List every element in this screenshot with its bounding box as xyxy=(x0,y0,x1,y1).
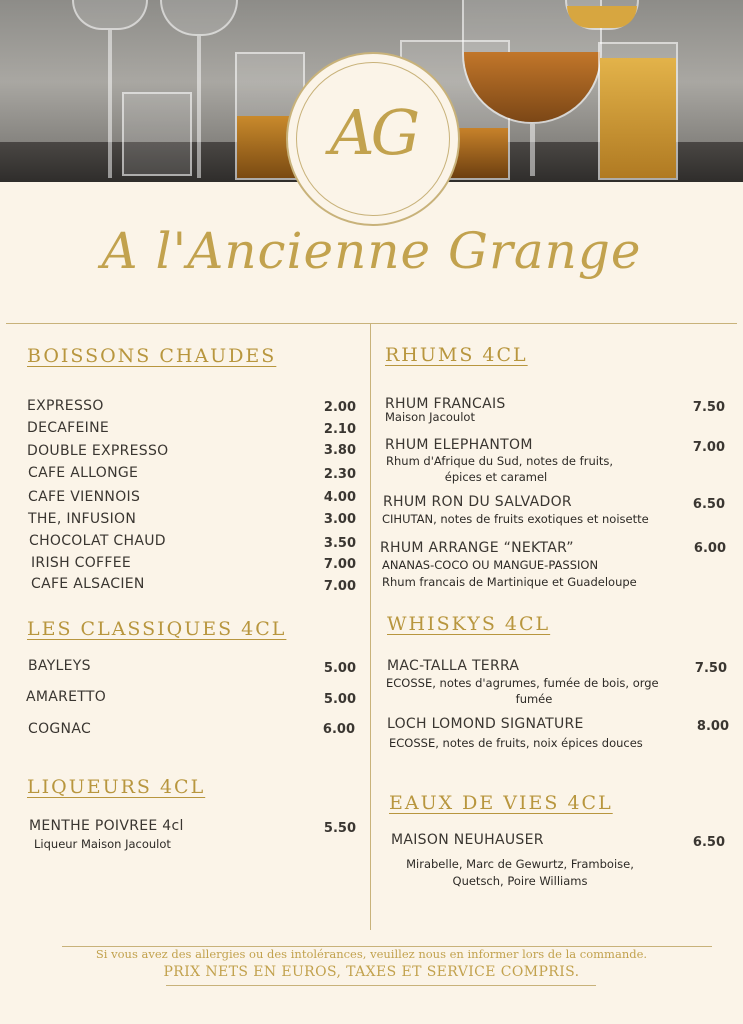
menu-item-description: Liqueur Maison Jacoulot xyxy=(34,837,171,851)
menu-item-price: 6.50 xyxy=(692,835,725,850)
menu-item-price: 2.00 xyxy=(323,400,356,415)
price-notice: PRIX NETS EN EUROS, TAXES ET SERVICE COMPRIS. xyxy=(163,964,580,980)
menu-item-name: CAFE ALLONGE xyxy=(28,465,139,481)
menu-item-name: CAFE ALSACIEN xyxy=(31,576,145,592)
wine-glass-image xyxy=(160,0,238,36)
menu-item-name: EXPRESSO xyxy=(27,398,104,414)
menu-item-name: IRISH COFFEE xyxy=(31,555,132,571)
menu-item-name: DECAFEINE xyxy=(27,420,110,436)
section-title-rhums: RHUMS 4CL xyxy=(385,344,528,366)
menu-item-description: ANANAS-COCO OU MANGUE-PASSION xyxy=(382,558,599,572)
menu-item-name: COGNAC xyxy=(28,721,92,737)
menu-item-price: 7.00 xyxy=(692,440,725,455)
menu-item-name: RHUM ELEPHANTOM xyxy=(385,437,533,453)
section-title-boissons-chaudes: BOISSONS CHAUDES xyxy=(27,345,277,367)
menu-item-name: RHUM RON DU SALVADOR xyxy=(383,494,572,510)
section-title-whiskys: WHISKYS 4CL xyxy=(387,613,551,635)
menu-item-name: CHOCOLAT CHAUD xyxy=(29,533,166,549)
menu-item-price: 2.30 xyxy=(323,467,356,482)
menu-item-description: Maison Jacoulot xyxy=(385,410,475,424)
top-divider xyxy=(6,323,737,324)
menu-item-price: 7.00 xyxy=(323,557,356,572)
footer-divider xyxy=(166,985,596,986)
menu-item-name: BAYLEYS xyxy=(28,658,91,674)
menu-item-name: DOUBLE EXPRESSO xyxy=(27,443,169,459)
menu-item-name: CAFE VIENNOIS xyxy=(28,489,141,505)
menu-item-description: Mirabelle, Marc de Gewurtz, Framboise, xyxy=(406,857,634,871)
menu-item-description: épices et caramel xyxy=(444,470,548,484)
menu-item-price: 6.00 xyxy=(693,541,726,556)
menu-item-description: Quetsch, Poire Williams xyxy=(452,874,588,888)
menu-item-name: AMARETTO xyxy=(26,689,107,705)
menu-item-description: Rhum d'Afrique du Sud, notes de fruits, xyxy=(386,454,614,468)
menu-item-price: 7.50 xyxy=(692,400,725,415)
wine-glass-stem-image xyxy=(108,30,112,178)
menu-item-price: 7.50 xyxy=(694,661,727,676)
menu-item-price: 2.10 xyxy=(323,422,356,437)
menu-item-price: 4.00 xyxy=(323,490,356,505)
menu-item-name: MAISON NEUHAUSER xyxy=(391,832,544,848)
menu-item-name: RHUM ARRANGE “NEKTAR” xyxy=(380,540,574,556)
menu-item-price: 5.50 xyxy=(323,821,356,836)
menu-item-name: MENTHE POIVREE 4cl xyxy=(29,818,184,834)
logo-monogram: AG xyxy=(329,96,417,169)
menu-item-price: 5.00 xyxy=(323,661,356,676)
menu-item-description: ECOSSE, notes d'agrumes, fumée de bois, orge xyxy=(386,676,659,690)
menu-item-name: THE, INFUSION xyxy=(28,511,137,527)
section-title-liqueurs: LIQUEURS 4CL xyxy=(27,776,206,798)
menu-item-price: 3.00 xyxy=(323,512,356,527)
section-title-les-classiques: LES CLASSIQUES 4CL xyxy=(27,618,287,640)
menu-item-price: 6.00 xyxy=(322,722,355,737)
menu-item-description: CIHUTAN, notes de fruits exotiques et noisette xyxy=(382,512,649,526)
menu-item-price: 6.50 xyxy=(692,497,725,512)
menu-item-price: 7.00 xyxy=(323,579,356,594)
menu-item-description: ECOSSE, notes de fruits, noix épices douces xyxy=(389,736,643,750)
menu-item-name: MAC-TALLA TERRA xyxy=(387,658,520,674)
allergy-notice: Si vous avez des allergies ou des intolérances, veuillez nous en informer lors de la commande. xyxy=(95,947,648,961)
wine-glass-stem-image xyxy=(197,36,201,178)
restaurant-name: A l'Ancienne Grange xyxy=(101,222,642,280)
menu-item-name: RHUM FRANCAIS xyxy=(385,396,506,412)
menu-item-price: 3.50 xyxy=(323,536,356,551)
cognac-glass-stem-image xyxy=(530,124,535,176)
menu-item-description: Rhum francais de Martinique et Guadeloupe xyxy=(382,575,637,589)
wine-glass-image xyxy=(72,0,148,30)
section-title-eaux-de-vies: EAUX DE VIES 4CL xyxy=(389,792,613,814)
menu-item-description: fumée xyxy=(515,692,553,706)
menu-item-price: 8.00 xyxy=(696,719,729,734)
menu-item-name: LOCH LOMOND SIGNATURE xyxy=(387,716,584,732)
beer-glass-image xyxy=(598,42,678,180)
shot-glass-image xyxy=(122,92,192,176)
menu-item-price: 3.80 xyxy=(323,443,356,458)
menu-item-price: 5.00 xyxy=(323,692,356,707)
column-divider xyxy=(370,323,371,930)
